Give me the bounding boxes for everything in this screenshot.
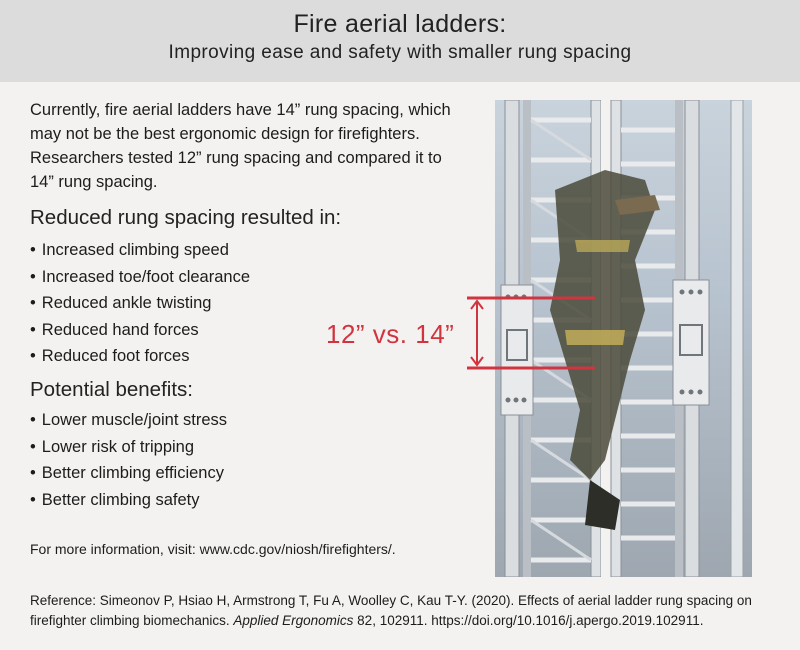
benefits-item: • Lower risk of tripping (30, 434, 227, 461)
benefits-item: • Better climbing safety (30, 487, 227, 514)
intro-paragraph: Currently, fire aerial ladders have 14” rung spacing, which may not be the best ergonomic design for firefighters. Researchers tested 12” rung spacing and compared it to 14” rung spacing. (30, 101, 451, 191)
results-heading: Reduced rung spacing resulted in: (30, 206, 342, 229)
more-info-text: For more information, visit: www.cdc.gov/niosh/firefighters/. (30, 541, 396, 557)
reference-journal: Applied Ergonomics (233, 613, 354, 628)
ladder-illustration (495, 100, 752, 577)
header-banner (0, 0, 800, 82)
reference-suffix: 82, 102911. https://doi.org/10.1016/j.apergo.2019.102911. (353, 613, 704, 628)
benefits-heading: Potential benefits: (30, 378, 193, 401)
benefits-item: • Better climbing efficiency (30, 460, 227, 487)
results-item: • Increased toe/foot clearance (30, 264, 250, 291)
spacing-dimension-arrow (463, 290, 503, 375)
rung-spacing-label: 12” vs. 14” (326, 319, 455, 349)
results-item: • Reduced ankle twisting (30, 290, 250, 317)
reference-citation (30, 591, 780, 631)
results-item: • Reduced hand forces (30, 317, 250, 344)
results-list (30, 237, 250, 370)
page-subtitle: Improving ease and safety with smaller rung spacing (168, 42, 632, 63)
results-item: • Reduced foot forces (30, 343, 250, 370)
benefits-item: • Lower muscle/joint stress (30, 407, 227, 434)
reference-prefix: Reference: Simeonov P, Hsiao H, Armstrong T, Fu A, Woolley C, Kau T-Y. (2020). Effects of aerial ladder rung spacing on firefighter climbing biomechanics. (30, 593, 752, 628)
benefits-list (30, 407, 227, 513)
page-title: Fire aerial ladders: (293, 10, 507, 38)
results-item: • Increased climbing speed (30, 237, 250, 264)
ladder-photo (495, 100, 752, 577)
